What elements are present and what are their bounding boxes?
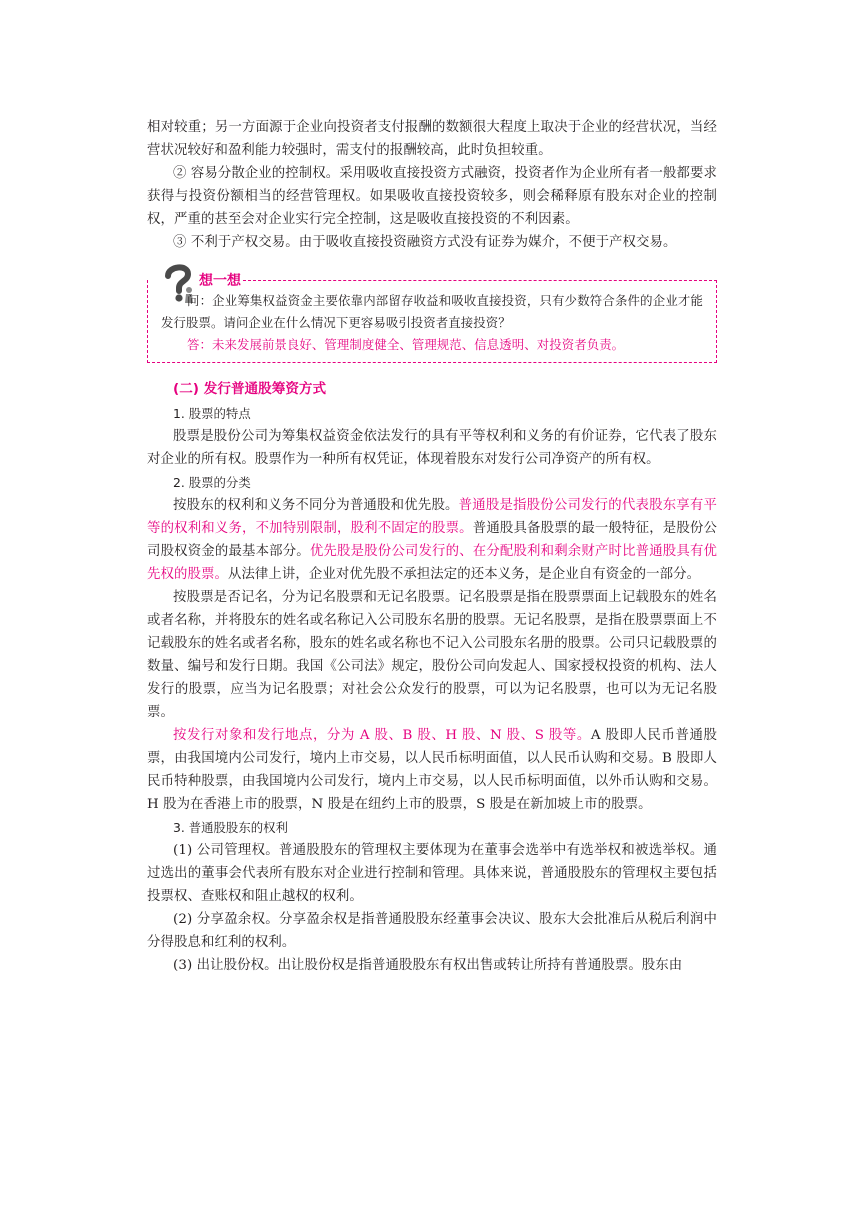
section-title: (二) 发行普通股筹资方式 [173,381,327,397]
paragraph-right-transfer: (3) 出让股份权。出让股份权是指普通股股东有权出售或转让所持有普通股票。股东由 [173,958,683,973]
text-run: A 股即人民币普通股票，由我国境内公司发行，境内上市交易，以人民币标明面值，以人民币认购和交易。B 股即人民币特种股票，由我国境内公司发行，境内上市交易，以人民币标明面值，以外币认购和交易。H 股为在香港上市的股票，N 股是在纽约上市的股票，S 股是在新加坡上市的股票。 [147,728,717,812]
paragraph-right-management: (1) 公司管理权。普通股股东的管理权主要体现为在董事会选举中有选举权和被选举权。通过选出的董事会代表所有股东对企业进行控制和管理。具体来说，普通股股东的管理权主要包括投票权、查账权和阻止越权的权利。 [147,843,717,904]
think-question: 问：企业筹集权益资金主要依靠内部留存收益和吸收直接投资，只有少数符合条件的企业才能发行股票。请问企业在什么情况下更容易吸引投资者直接投资？ [161,293,703,330]
text-run: 普通股具备股票的最一般特征，是股份公司股权资金的最基本部分。 [147,521,717,559]
paragraph-share-types [147,724,717,816]
text-run: 从法律上讲，企业对优先股不承担法定的还本义务，是企业自有资金的一部分。 [227,567,701,582]
subheading-shareholder-rights: 3. 普通股股东的权利 [173,820,288,835]
paragraph-registered-stock: 按股票是否记名，分为记名股票和无记名股票。记名股票是指在股票票面上记载股东的姓名或者名称，并将股东的姓名或名称记入公司股东名册的股票。无记名股票，是指在股票票面上不记载股东的姓名或者名称，股东的姓名或名称也不记入公司股东名册的股票。公司只记载股票的数量、编号和发行日期。我国《公司法》规定，股份公司向发起人、国家授权投资的机构、法人发行的股票，应当为记名股票；对社会公众发行的股票，可以为记名股票，也可以为无记名股票。 [147,590,717,720]
paragraph-burden: 相对较重；另一方面源于企业向投资者支付报酬的数额很大程度上取决于企业的经营状况，当经营状况较好和盈利能力较强时，需支付的报酬较高，此时负担较重。 [147,120,717,158]
subheading-stock-classification: 2. 股票的分类 [173,475,251,490]
highlight-common-stock: 普通股是指股份公司发行的代表股东享有平等的权利和义务，不加特别限制，股利不固定的股票。 [147,498,717,536]
subheading-stock-features: 1. 股票的特点 [173,406,251,421]
think-box-content [161,290,703,356]
paragraph-stock-features: 股票是股份公司为筹集权益资金依法发行的具有平等权利和义务的有价证券，它代表了股东对企业的所有权。股票作为一种所有权凭证，体现着股东对发行公司净资产的所有权。 [147,429,717,467]
think-answer: 答：未来发展前景良好、管理制度健全、管理规范、信息透明、对投资者负责。 [187,337,625,352]
think-box [147,266,717,362]
highlight-share-types: 按发行对象和发行地点，分为 A 股、B 股、H 股、N 股、S 股等。 [173,728,591,743]
paragraph-common-preferred [147,494,717,586]
paragraph-right-surplus: (2) 分享盈余权。分享盈余权是指普通股股东经董事会决议、股东大会批准后从税后利润中分得股息和红利的权利。 [147,912,717,950]
paragraph-control-right: ② 容易分散企业的控制权。采用吸收直接投资方式融资，投资者作为企业所有者一般都要求获得与投资份额相当的经营管理权。如果吸收直接投资较多，则会稀释原有股东对企业的控制权，严重的甚至会对企业实行完全控制，这是吸收直接投资的不利因素。 [147,166,717,227]
text-run: 按股东的权利和义务不同分为普通股和优先股。 [173,498,459,513]
highlight-preferred-stock: 优先股是股份公司发行的、在分配股利和剩余财产时比普通股具有优先权的股票。 [147,544,718,582]
paragraph-property-trade: ③ 不利于产权交易。由于吸收直接投资融资方式没有证券为媒介，不便于产权交易。 [173,235,677,250]
think-box-title: 想一想 [199,273,241,289]
page-content [147,116,717,977]
